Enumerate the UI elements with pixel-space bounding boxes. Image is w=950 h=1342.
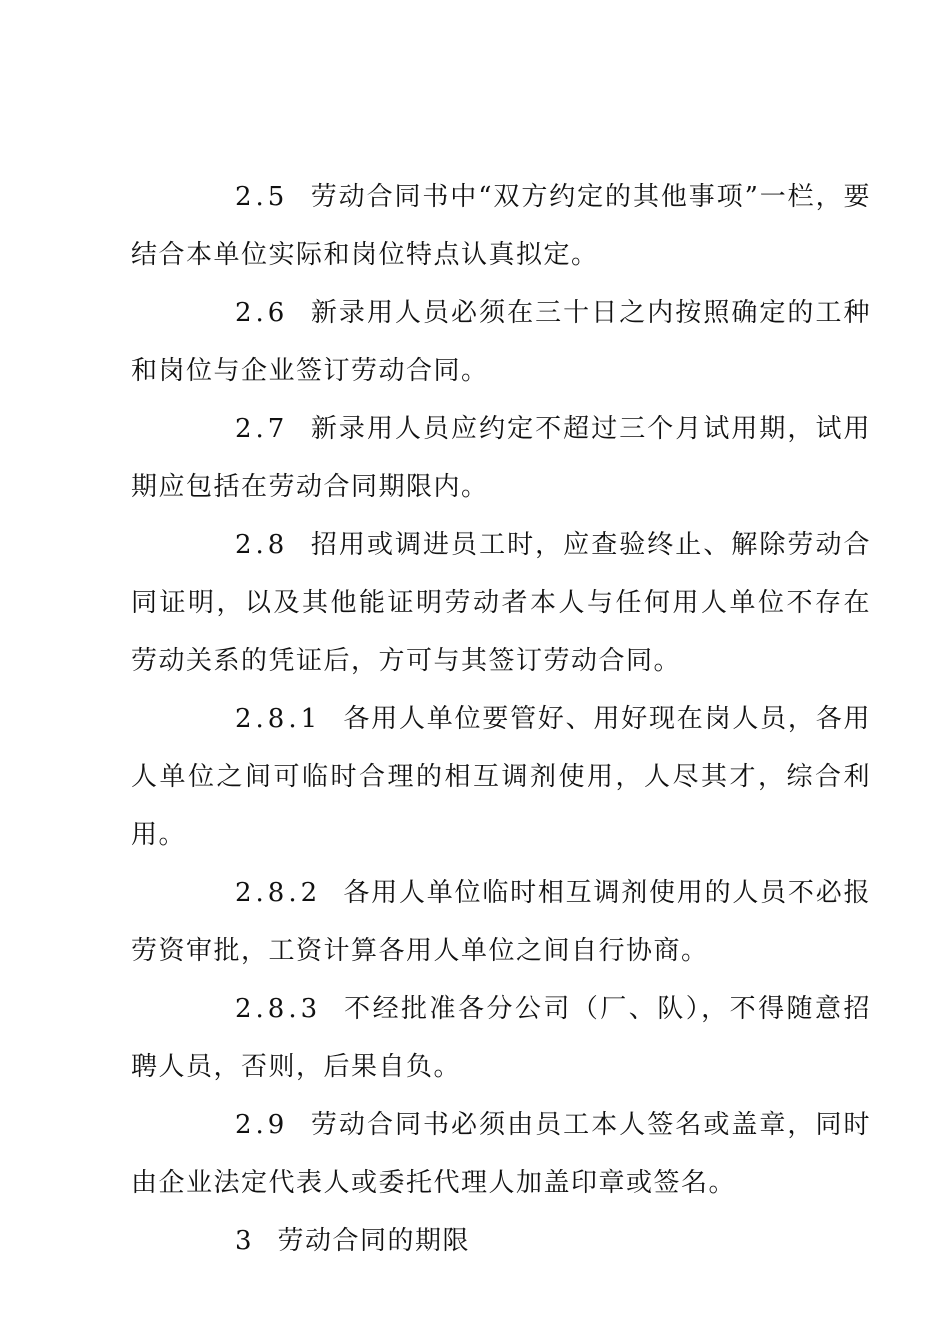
- clause-number: 2.8.3: [235, 994, 322, 1024]
- paragraph-2-8-3: [131, 980, 871, 1096]
- clause-text: 各用人单位临时相互调剂使用的人员不必报劳资审批，工资计算各用人单位之间自行协商。: [131, 878, 871, 966]
- clause-number: 2.8: [235, 530, 289, 560]
- paragraph-2-8: [131, 516, 871, 690]
- clause-text: 各用人单位要管好、用好现在岗人员，各用人单位之间可临时合理的相互调剂使用，人尽其才，综合利用。: [131, 704, 871, 850]
- section-title: 劳动合同的期限: [277, 1226, 471, 1256]
- clause-number: 2.8.2: [235, 878, 322, 908]
- paragraph-2-5: [131, 168, 871, 284]
- section-number: 3: [235, 1226, 256, 1256]
- paragraph-2-8-1: [131, 690, 871, 864]
- clause-number: 2.9: [235, 1110, 289, 1140]
- clause-number: 2.6: [235, 298, 289, 328]
- paragraph-2-6: [131, 284, 871, 400]
- document-body: [131, 168, 871, 1270]
- paragraph-2-7: [131, 400, 871, 516]
- paragraph-2-9: [131, 1096, 871, 1212]
- paragraph-2-8-2: [131, 864, 871, 980]
- clause-number: 2.5: [235, 182, 289, 212]
- clause-number: 2.8.1: [235, 704, 322, 734]
- clause-text: 新录用人员应约定不超过三个月试用期，试用期应包括在劳动合同期限内。: [131, 414, 871, 502]
- clause-text: 招用或调进员工时，应查验终止、解除劳动合同证明，以及其他能证明劳动者本人与任何用人单位不存在劳动关系的凭证后，方可与其签订劳动合同。: [131, 530, 871, 676]
- clause-text: 不经批准各分公司（厂、队），不得随意招聘人员，否则，后果自负。: [131, 994, 871, 1082]
- clause-text: 劳动合同书必须由员工本人签名或盖章，同时由企业法定代表人或委托代理人加盖印章或签名。: [131, 1110, 871, 1198]
- section-heading-3: [131, 1212, 871, 1270]
- clause-text: 新录用人员必须在三十日之内按照确定的工种和岗位与企业签订劳动合同。: [131, 298, 871, 386]
- clause-text: 劳动合同书中“双方约定的其他事项”一栏，要结合本单位实际和岗位特点认真拟定。: [131, 182, 871, 270]
- clause-number: 2.7: [235, 414, 289, 444]
